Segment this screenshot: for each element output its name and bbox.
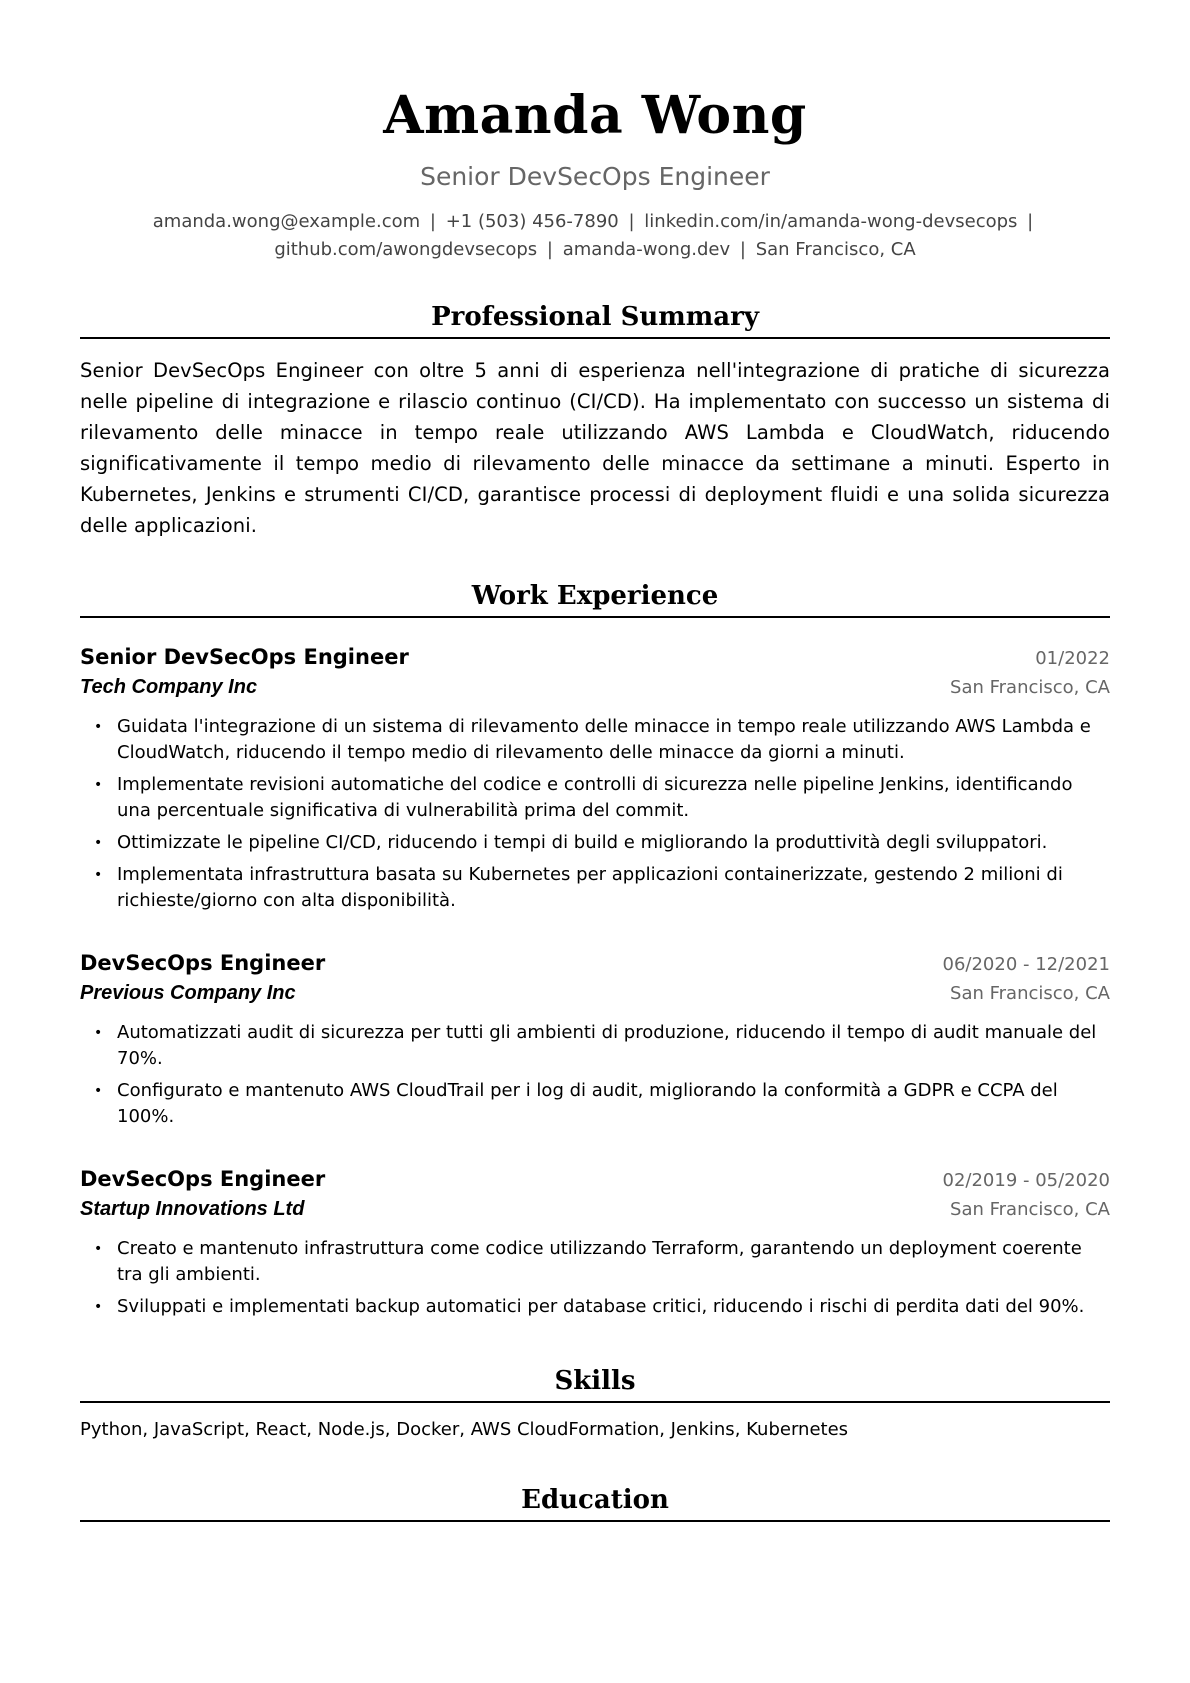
list-item [80, 714, 1110, 766]
summary-text: Senior DevSecOps Engineer con oltre 5 anni di esperienza nell'integrazione di pratiche di sicurezza nelle pipeline di integrazione e rilascio continuo (CI/CD). Ha implementato con successo un sistema di rilevamento delle minacce in tempo reale utilizzando AWS Lambda e CloudWatch, riducendo significativamente il tempo medio di rilevamento delle minacce da settimane a minuti. Esperto in Kubernetes, Jenkins e strumenti CI/CD, garantisce processi di deployment fluidi e una solida sicurezza delle applicazioni. [80, 359, 1110, 537]
list-item [80, 1236, 1110, 1288]
bullet-text: Implementata infrastruttura basata su Kubernetes per applicazioni containerizzate, gestendo 2 milioni di richieste/giorno con alta disponibilità. [117, 864, 1063, 911]
bullet-text: Implementate revisioni automatiche del codice e controlli di sicurezza nelle pipeline Jenkins, identificando una percentuale significativa di vulnerabilità prima del commit. [117, 774, 1073, 821]
bullet-text: Automatizzati audit di sicurezza per tutti gli ambienti di produzione, riducendo il tempo di audit manuale del 70%. [117, 1022, 1097, 1069]
bullet-icon: • [94, 1241, 103, 1257]
list-item [80, 772, 1110, 824]
job-header [80, 642, 1110, 672]
list-item [80, 830, 1110, 856]
section-title-education: Education [80, 1483, 1110, 1522]
list-item [80, 1078, 1110, 1130]
job-title: Senior DevSecOps Engineer [80, 645, 409, 669]
job-company: Previous Company Inc [80, 982, 296, 1004]
bullet-icon: • [94, 1299, 103, 1315]
job-location: San Francisco, CA [950, 983, 1110, 1004]
job-location: San Francisco, CA [950, 677, 1110, 698]
bullet-icon: • [94, 719, 103, 735]
contact-separator: | [546, 239, 553, 260]
bullet-icon: • [94, 867, 103, 883]
bullet-icon: • [94, 835, 103, 851]
contact-separator: | [429, 211, 436, 232]
job-company: Startup Innovations Ltd [80, 1198, 305, 1220]
section-title-skills: Skills [80, 1364, 1110, 1403]
skills-section [80, 1364, 1110, 1443]
contact-linkedin[interactable]: linkedin.com/in/amanda-wong-devsecops [644, 211, 1018, 232]
contact-github[interactable]: github.com/awongdevsecops [274, 239, 538, 260]
list-item [80, 1020, 1110, 1072]
bullet-text: Creato e mantenuto infrastruttura come codice utilizzando Terraform, garantendo un deployment coerente tra gli ambienti. [117, 1238, 1082, 1285]
candidate-headline: Senior DevSecOps Engineer [420, 162, 770, 191]
bullet-text: Sviluppati e implementati backup automatici per database critici, riducendo i rischi di perdita dati del 90%. [117, 1296, 1085, 1317]
skills-text: Python, JavaScript, React, Node.js, Docker, AWS CloudFormation, Jenkins, Kubernetes [80, 1419, 849, 1440]
education-section [80, 1483, 1110, 1522]
candidate-name: Amanda Wong [383, 85, 807, 146]
summary-section [80, 300, 1110, 541]
job-header [80, 1164, 1110, 1194]
job-subheader [80, 1194, 1110, 1224]
bullet-text: Configurato e mantenuto AWS CloudTrail per i log di audit, migliorando la conformità a GDPR e CCPA del 100%. [117, 1080, 1058, 1127]
job-title: DevSecOps Engineer [80, 1167, 326, 1191]
section-title-summary: Professional Summary [80, 300, 1110, 339]
job-dates: 06/2020 - 12/2021 [942, 954, 1110, 975]
job-bullets [80, 1236, 1110, 1320]
job-subheader [80, 978, 1110, 1008]
job-bullets [80, 714, 1110, 914]
contact-separator: | [739, 239, 746, 260]
job-company: Tech Company Inc [80, 676, 258, 698]
job-dates: 02/2019 - 05/2020 [942, 1170, 1110, 1191]
bullet-text: Guidata l'integrazione di un sistema di rilevamento delle minacce in tempo reale utilizzando AWS Lambda e CloudWatch, riducendo il tempo medio di rilevamento delle minacce da giorni a minuti. [117, 716, 1091, 763]
bullet-icon: • [94, 1025, 103, 1041]
contact-separator: | [628, 211, 635, 232]
list-item [80, 1294, 1110, 1320]
job-header [80, 948, 1110, 978]
job-subheader [80, 672, 1110, 702]
bullet-icon: • [94, 1083, 103, 1099]
contact-email[interactable]: amanda.wong@example.com [152, 211, 421, 232]
job-bullets [80, 1020, 1110, 1130]
job-title: DevSecOps Engineer [80, 951, 326, 975]
experience-section [80, 579, 1110, 1320]
job-dates: 01/2022 [1035, 648, 1110, 669]
contact-website[interactable]: amanda-wong.dev [562, 239, 731, 260]
job-entry [80, 1164, 1110, 1320]
contact-line-2 [80, 236, 1110, 264]
resume-header [80, 0, 1110, 264]
contact-separator: | [1027, 211, 1034, 232]
section-title-experience: Work Experience [80, 579, 1110, 618]
bullet-text: Ottimizzate le pipeline CI/CD, riducendo i tempi di build e migliorando la produttività degli sviluppatori. [117, 832, 1048, 853]
list-item [80, 862, 1110, 914]
contact-line-1 [80, 208, 1110, 236]
job-entry [80, 948, 1110, 1130]
job-entry [80, 642, 1110, 914]
bullet-icon: • [94, 777, 103, 793]
contact-location: San Francisco, CA [755, 239, 916, 260]
contact-phone[interactable]: +1 (503) 456-7890 [445, 211, 619, 232]
contact-info [80, 208, 1110, 264]
job-location: San Francisco, CA [950, 1199, 1110, 1220]
